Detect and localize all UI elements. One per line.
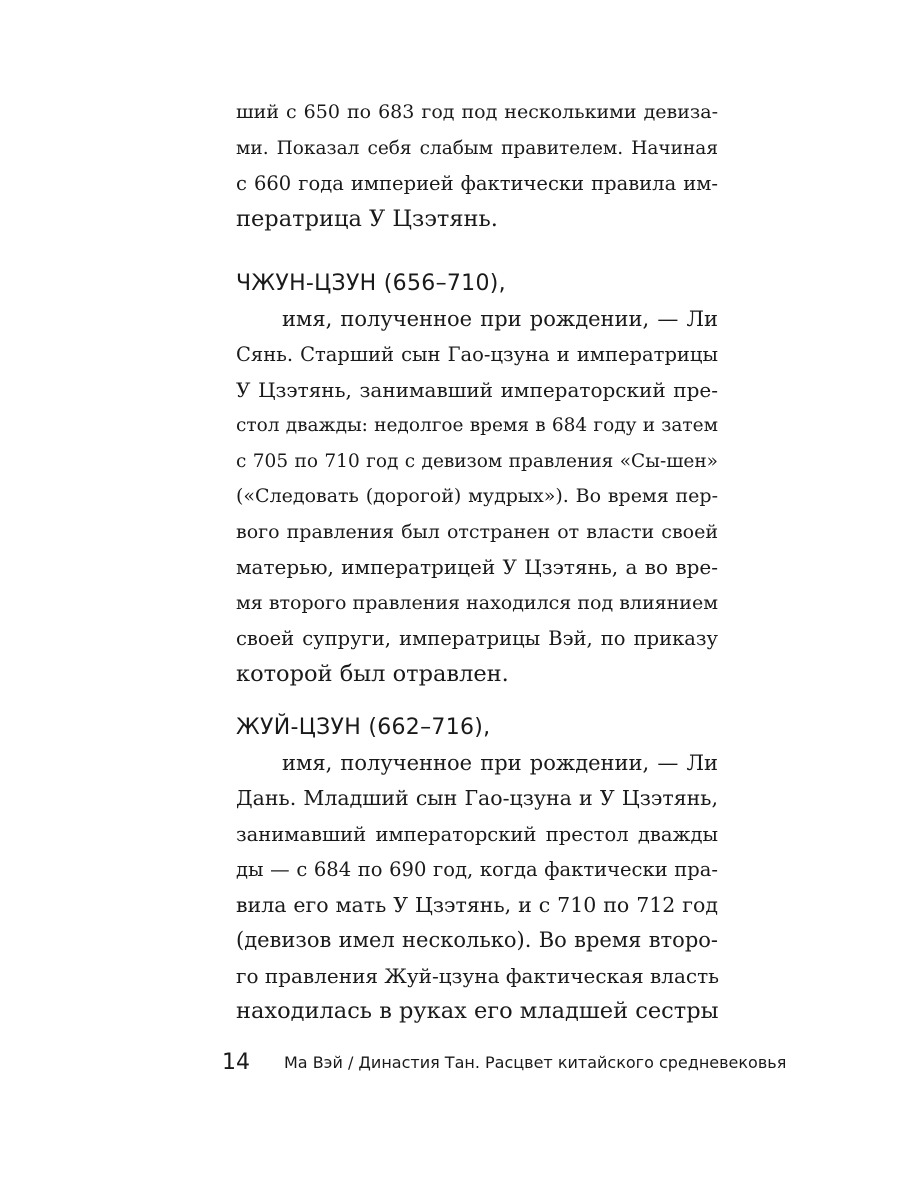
text-line: ператрица У Цзэтянь. xyxy=(236,205,498,232)
text-line: Дань. Младший сын Гао-цзуна и У Цзэтянь, xyxy=(236,786,718,810)
text-line: У Цзэтянь, занимавший императорский пре- xyxy=(236,377,718,402)
text-line: ды — с 684 по 690 год, когда фактически пра- xyxy=(236,858,718,881)
entry-title: ЧЖУН-ЦЗУН (656–710), xyxy=(236,271,506,296)
text-line: вого правления был отстранен от власти своей xyxy=(236,520,718,543)
text-line: с 705 по 710 год с девизом правления «Сы-шен» xyxy=(236,450,718,472)
text-line: своей супруги, императрицы Вэй, по приказу xyxy=(236,627,718,650)
text-line: которой был отравлен. xyxy=(236,660,509,687)
text-line: находилась в руках его младшей сестры xyxy=(236,998,719,1024)
text-line: матерью, императрицей У Цзэтянь, а во вре- xyxy=(236,555,718,579)
text-line: («Следовать (дорогой) мудрых»). Во время пер- xyxy=(236,485,718,507)
text-line: занимавший императорский престол дважды xyxy=(236,822,718,846)
page-number: 14 xyxy=(222,1049,250,1075)
text-line: мя второго правления находился под влиянием xyxy=(236,591,718,614)
running-title: Ма Вэй / Династия Тан. Расцвет китайского средневековья xyxy=(284,1052,787,1072)
text-line: имя, полученное при рождении, — Ли xyxy=(282,306,718,331)
text-line: с 660 года империей фактически правила им- xyxy=(236,172,718,195)
text-line: имя, полученное при рождении, — Ли xyxy=(282,750,718,775)
intro-paragraph xyxy=(236,95,718,237)
text-line: ми. Показал себя слабым правителем. Начиная xyxy=(236,137,718,159)
text-line: (девизов имел несколько). Во время второ- xyxy=(236,928,718,952)
text-line: ший с 650 по 683 год под несколькими девиза- xyxy=(236,101,718,123)
page-footer xyxy=(222,1044,786,1080)
text-line: Сянь. Старший сын Гао-цзуна и императрицы xyxy=(236,343,718,366)
entry-title: ЖУЙ-ЦЗУН (662–716), xyxy=(236,715,491,740)
entry-ruizong xyxy=(236,710,718,1030)
text-line: вила его мать У Цзэтянь, и с 710 по 712 год xyxy=(236,892,718,917)
text-line: го правления Жуй-цзуна фактическая власть xyxy=(236,963,720,988)
text-line: стол дважды: недолгое время в 684 году и затем xyxy=(236,415,718,436)
entry-zhongzong xyxy=(236,266,718,692)
